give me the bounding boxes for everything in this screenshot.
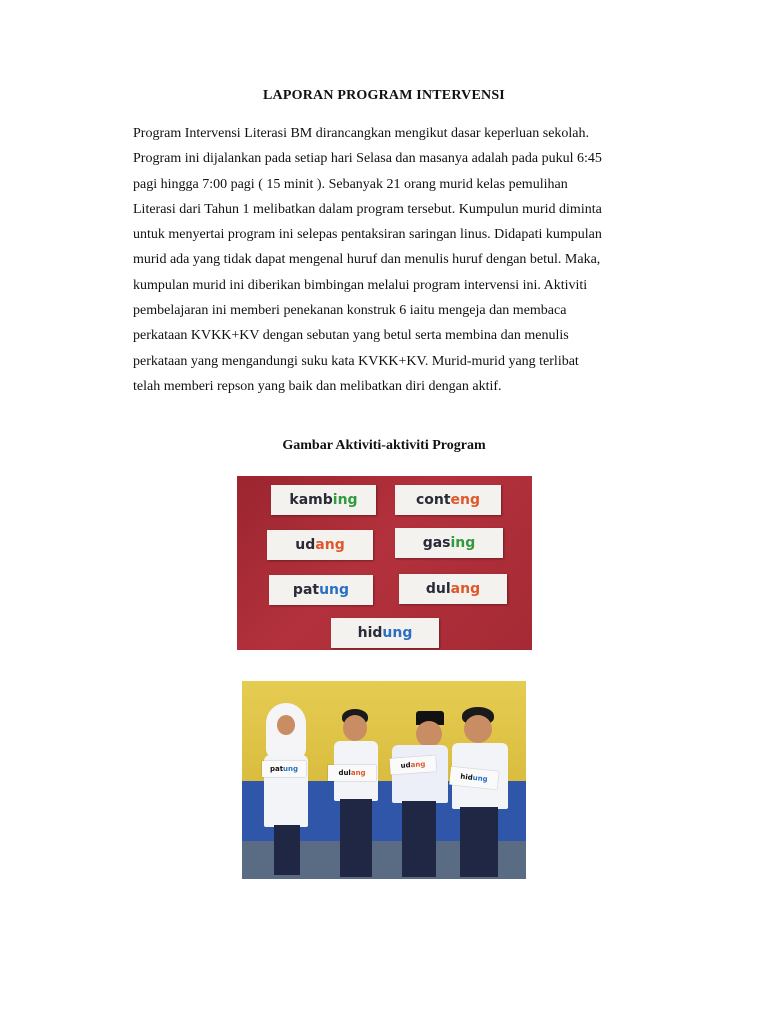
- paragraph-line: perkataan KVKK+KV dengan sebutan yang betul serta membina dan menulis: [133, 328, 569, 344]
- word-card-prefix: dul: [425, 581, 451, 597]
- word-card: [331, 618, 439, 648]
- paragraph-line: pagi hingga 7:00 pagi ( 15 minit ). Sebanyak 21 orang murid kelas pemulihan: [133, 176, 568, 192]
- trousers: [340, 799, 372, 877]
- word-card-suffix: ung: [382, 625, 413, 641]
- paragraph-line: telah memberi repson yang baik dan melibatkan diri dengan aktif.: [133, 378, 502, 394]
- paragraph-line: Program Intervensi Literasi BM dirancangkan mengikut dasar keperluan sekolah.: [133, 126, 590, 141]
- body-paragraph: [133, 121, 663, 399]
- paragraph-line: Literasi dari Tahun 1 melibatkan dalam program tersebut. Kumpulun murid diminta: [133, 201, 602, 217]
- face: [416, 721, 442, 747]
- word-card-prefix: kamb: [289, 492, 333, 508]
- word-card-prefix: cont: [415, 492, 451, 508]
- word-card-suffix: ang: [350, 769, 366, 777]
- word-card: [395, 485, 501, 515]
- word-card-prefix: dul: [338, 769, 351, 777]
- word-card-suffix: ung: [319, 582, 350, 598]
- word-card-prefix: ud: [400, 761, 411, 770]
- word-card-prefix: pat: [269, 765, 284, 773]
- word-card-suffix: ung: [472, 773, 489, 784]
- paragraph-line: untuk menyertai program ini selepas pentaksiran saringan linus. Didapati kumpulan: [133, 227, 602, 243]
- word-card-prefix: gas: [422, 535, 451, 551]
- word-card-suffix: ing: [450, 535, 476, 551]
- figure-caption: Gambar Aktiviti-aktiviti Program: [282, 438, 486, 453]
- trousers: [274, 825, 300, 875]
- word-card-prefix: ud: [295, 537, 316, 553]
- paragraph-line: kumpulan murid ini diberikan bimbingan melalui program intervensi ini. Aktiviti: [133, 277, 588, 293]
- shirt: [392, 745, 448, 803]
- word-card: [395, 528, 503, 558]
- word-card: [271, 485, 376, 515]
- held-word-card: [389, 755, 436, 774]
- word-card: [399, 574, 507, 604]
- word-card-prefix: pat: [292, 582, 320, 598]
- word-card-suffix: ang: [410, 760, 426, 770]
- paragraph-line: Program ini dijalankan pada setiap hari Selasa dan masanya adalah pada pukul 6:45: [133, 151, 602, 167]
- held-word-card: [262, 761, 306, 777]
- word-card-suffix: eng: [450, 492, 481, 508]
- word-card: [267, 530, 373, 560]
- students-photo: [242, 681, 526, 879]
- word-card-suffix: ang: [450, 581, 481, 597]
- word-card: [269, 575, 373, 605]
- paragraph-line: murid ada yang tidak dapat mengenal huruf dan menulis huruf dengan betul. Maka,: [133, 252, 601, 268]
- word-card-suffix: ing: [332, 492, 358, 508]
- page-title: LAPORAN PROGRAM INTERVENSI: [263, 88, 505, 103]
- paragraph-line: pembelajaran ini memberi penekanan konstruk 6 iaitu mengeja dan membaca: [133, 303, 567, 319]
- trousers: [460, 807, 498, 877]
- word-card-suffix: ang: [315, 537, 345, 553]
- paragraph-line: perkataan yang mengandungi suku kata KVKK+KV. Murid-murid yang terlibat: [133, 353, 579, 369]
- face: [464, 715, 492, 743]
- word-card-prefix: hid: [459, 772, 474, 782]
- word-card-suffix: ung: [283, 765, 299, 773]
- word-card-prefix: hid: [357, 625, 383, 641]
- word-cards-photo: [237, 476, 532, 650]
- held-word-card: [328, 765, 376, 781]
- face: [343, 715, 367, 741]
- face: [277, 715, 295, 735]
- trousers: [402, 801, 436, 877]
